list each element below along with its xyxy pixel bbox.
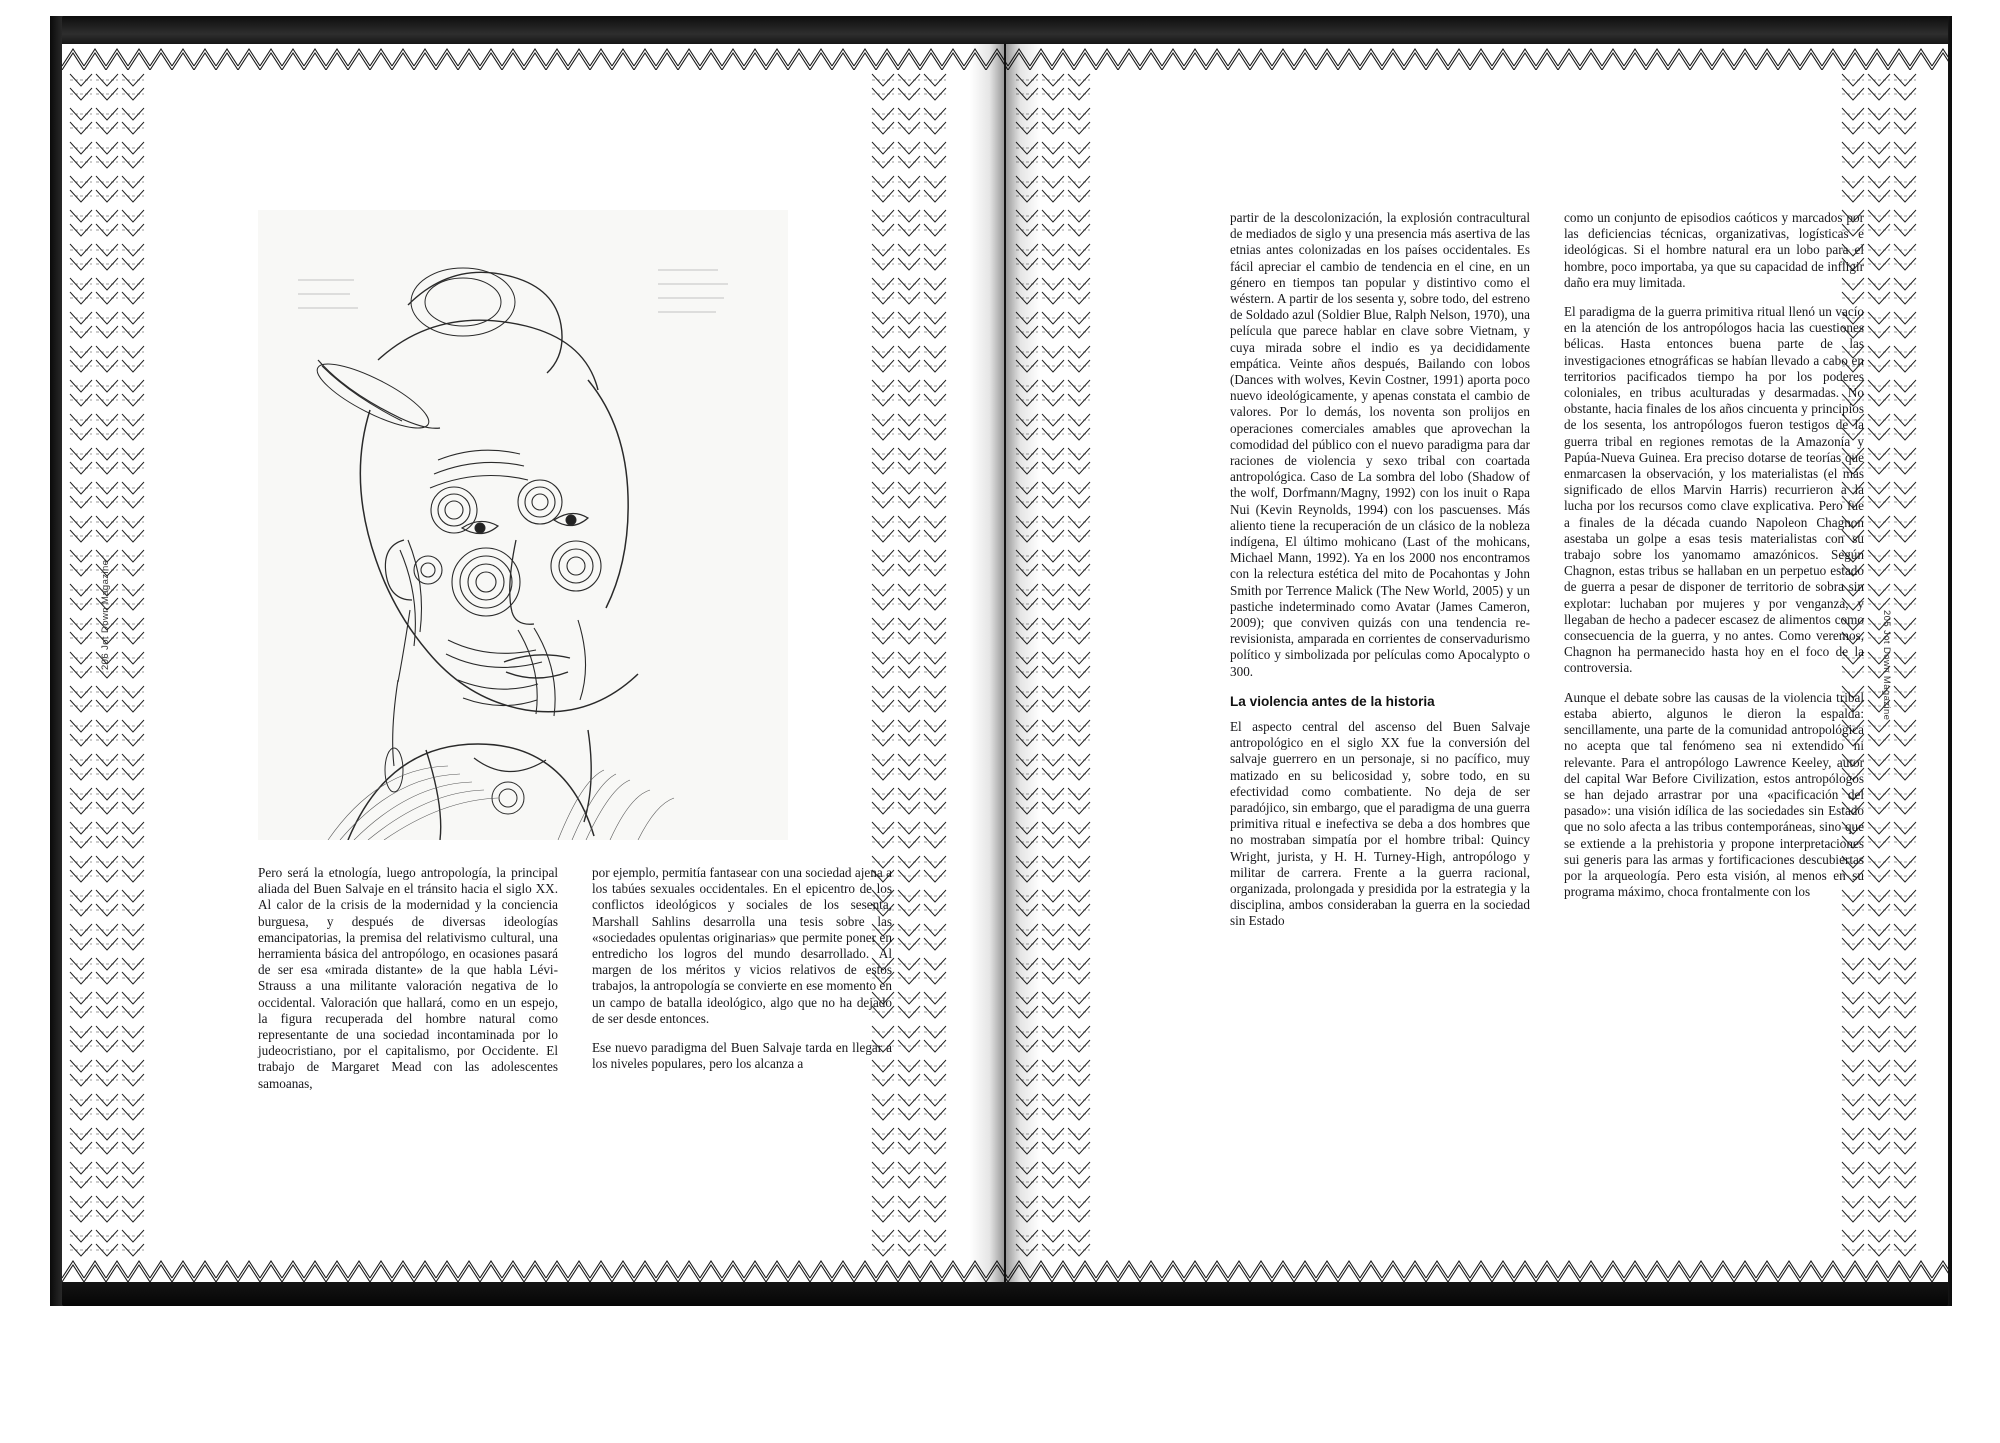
book-edge-bottom — [62, 1282, 1948, 1306]
paragraph: partir de la descolonización, la explosión contracultural de mediados de siglo y una presencia más asertiva de las etnias antes colonizadas en los países occidentales. Es fácil apreciar el cambio de tendencia en el cine, en un género en tiempos tan popular y distintivo como el wéstern. A partir de los sesenta y, sobre todo, del estreno de Soldado azul (Soldier Blue, Ralph Nelson, 1970), una película que parece hablar en clave sobre Vietnam, y cuya mirada sobre el indio es ya decididamente empática. Veinte años después, Bailando con lobos (Dances with wolves, Kevin Costner, 1991) aporta poco nuevo ideológicamente, y apenas constata el cambio de valores. Por lo demás, los noventa son prolijos en operaciones comerciales amables que aprovechan la comodidad del público con el nuevo paradigma para dar raciones de violencia y sexo tribal con coartada antropológica. Caso de La sombra del lobo (Shadow of the wolf, Dorfmann/Magny, 1992) con los inuit o Rapa Nui (Kevin Reynolds, 1994) con los pascuenses. Más aliento tiene la recuperación de un clásico de la nobleza indígena, El último mohicano (Last of the mohicans, Michael Mann, 1992). Ya en los 2000 nos encontramos con la relectura estética del mito de Pocahontas y John Smith por Terrence Malick (The New World, 2005) y un pastiche indeterminado como Avatar (James Cameron, 2009); que conviven quizás con una tendencia re-revisionista, amparada en corrientes de conservadurismo político y simbolizada por películas como Apocalypto o 300. — [1230, 210, 1530, 679]
ornament-band-top — [62, 44, 1948, 70]
zigzag-pattern-icon — [62, 44, 1948, 70]
maori-chief-engraving — [258, 210, 788, 840]
left-column-2 — [592, 865, 892, 1105]
folio-left: 206 Jot Down Magazine — [100, 559, 111, 670]
section-heading: La violencia antes de la historia — [1230, 693, 1435, 709]
maori-pattern-icon — [1014, 70, 1092, 1258]
left-page-columns — [258, 865, 898, 1105]
book-edge-top — [62, 16, 1948, 46]
paragraph: El aspecto central del ascenso del Buen Salvaje antropológico en el siglo XX fue la conversión del salvaje guerrero en un personaje, si no pacífico, muy matizado en su belicosidad y, sobre todo, en su efectividad como combatiente. No deja de ser paradójico, sin embargo, que el paradigma de una guerra primitiva ritual e inefectiva se deba a dos hombres que no mostraban simpatía por el hombre tribal: Quincy Wright, jurista, y H. H. Turney-High, antropólogo y militar de carrera. Frente a la guerra racional, organizada, prolongada y presidida por la estrategia y la disciplina, ambos consideraban la guerra en la sociedad sin Estado — [1230, 718, 1530, 929]
folio-right: 205 Jot Down Magazine — [1881, 610, 1892, 721]
right-column-2 — [1564, 210, 1864, 943]
paragraph: Aunque el debate sobre las causas de la violencia tribal estaba abierto, algunos le dieron la espalda: sencillamente, una parte de la comunidad antropológica no acepta que tal fenómeno sea ni extendido ni relevante. Para el antropólogo Lawrence Keeley, autor del capital War Before Civilization, estos antropólogos se han dejado arrastrar por una «pacificación del pasado»: una visión idílica de las sociedades sin Estado que no solo afecta a las tribus contemporáneas, sino que se extiende a la prehistoria y propone interpretaciones sui generis para las armas y fortificaciones descubiertas por la arqueología. Pero esta visión, al menos en su programa máximo, choca frontalmente con los — [1564, 689, 1864, 900]
paragraph: El paradigma de la guerra primitiva ritual llenó un vacío en la atención de los antropólogos hacia las cuestiones bélicas. Hasta entonces buena parte de las investigaciones etnográficas se habían llevado a cabo en territorios pacificados tiempo ha por los poderes coloniales, en tribus aculturadas y desarmadas. No obstante, hacia finales de los años cincuenta y principios de los sesenta, los antropólogos fueron testigos de la guerra tribal en regiones remotas de la Amazonía y Papúa-Nueva Guinea. Era preciso dotarse de teorías que enmarcasen la observación, y los materialistas (el más significado de ellos Marvin Harris) recurrieron a la lucha por los recursos como clave explicativa. Pero fue a finales de la década cuando Napoleon Chagnon asestaba un golpe a esas tesis materialistas con su trabajo sobre los yanomamo amazónicos. Según Chagnon, estas tribus se hallaban en un perpetuo estado de guerra a pesar de disponer de territorio de sobra sin explotar: luchaban por mujeres y por venganza, y llegaban de hecho a padecer escasez de alimentos como consecuencia de la guerra, y no antes. Como veremos, Chagnon ha permanecido hasta hoy en el foco de la controversia. — [1564, 304, 1864, 676]
engraving-illustration-icon — [258, 210, 788, 840]
ornament-band-bottom — [62, 1256, 1948, 1282]
right-column-1 — [1230, 210, 1530, 943]
paragraph: Ese nuevo paradigma del Buen Salvaje tarda en llegar a los niveles populares, pero los alcanza a — [592, 1040, 892, 1072]
open-book — [40, 10, 1960, 1320]
right-page-columns — [1230, 210, 1870, 943]
paragraph: por ejemplo, permitía fantasear con una sociedad ajena a los tabúes sexuales occidentales. En el epicentro de los conflictos ideológicos y sociales de los sesenta, Marshall Sahlins desarrolla una tesis sobre las «sociedades opulentas originarias» que permite poner en entredicho los logros del mundo desarrollado. Al margen de los méritos y vicios relativos de estos trabajos, la antropología se convierte en ese momento en un campo de batalla ideológico, algo que no ha dejado de ser desde entonces. — [592, 865, 892, 1026]
paragraph: Pero será la etnología, luego antropología, la principal aliada del Buen Salvaje en el tránsito hacia el siglo XX. Al calor de la crisis de la modernidad y la conciencia burguesa, y después de diversas ideologías emancipatorias, la premisa del relativismo cultural, una herramienta básica del antropólogo, en ocasiones pasará de ser esa «mirada distante» de la que habla Lévi-Strauss a una militante valoración negativa de lo occidental. Valoración que hallará, como en un espejo, la figura recuperada del hombre natural como representante de una sociedad incontaminada por lo judeocristiano, por el capitalismo, por Occidente. El trabajo de Margaret Mead con las adolescentes samoanas, — [258, 865, 558, 1091]
ornament-column-right-inner — [1014, 70, 1092, 1258]
left-column-1 — [258, 865, 558, 1105]
zigzag-pattern-icon — [62, 1256, 1948, 1282]
paragraph: como un conjunto de episodios caóticos y marcados por las deficiencias técnicas, organizativas, logísticas e ideológicas. Si el hombre natural era un lobo para el hombre, poco importaba, ya que su capacidad de infligir daño era muy limitada. — [1564, 210, 1864, 290]
